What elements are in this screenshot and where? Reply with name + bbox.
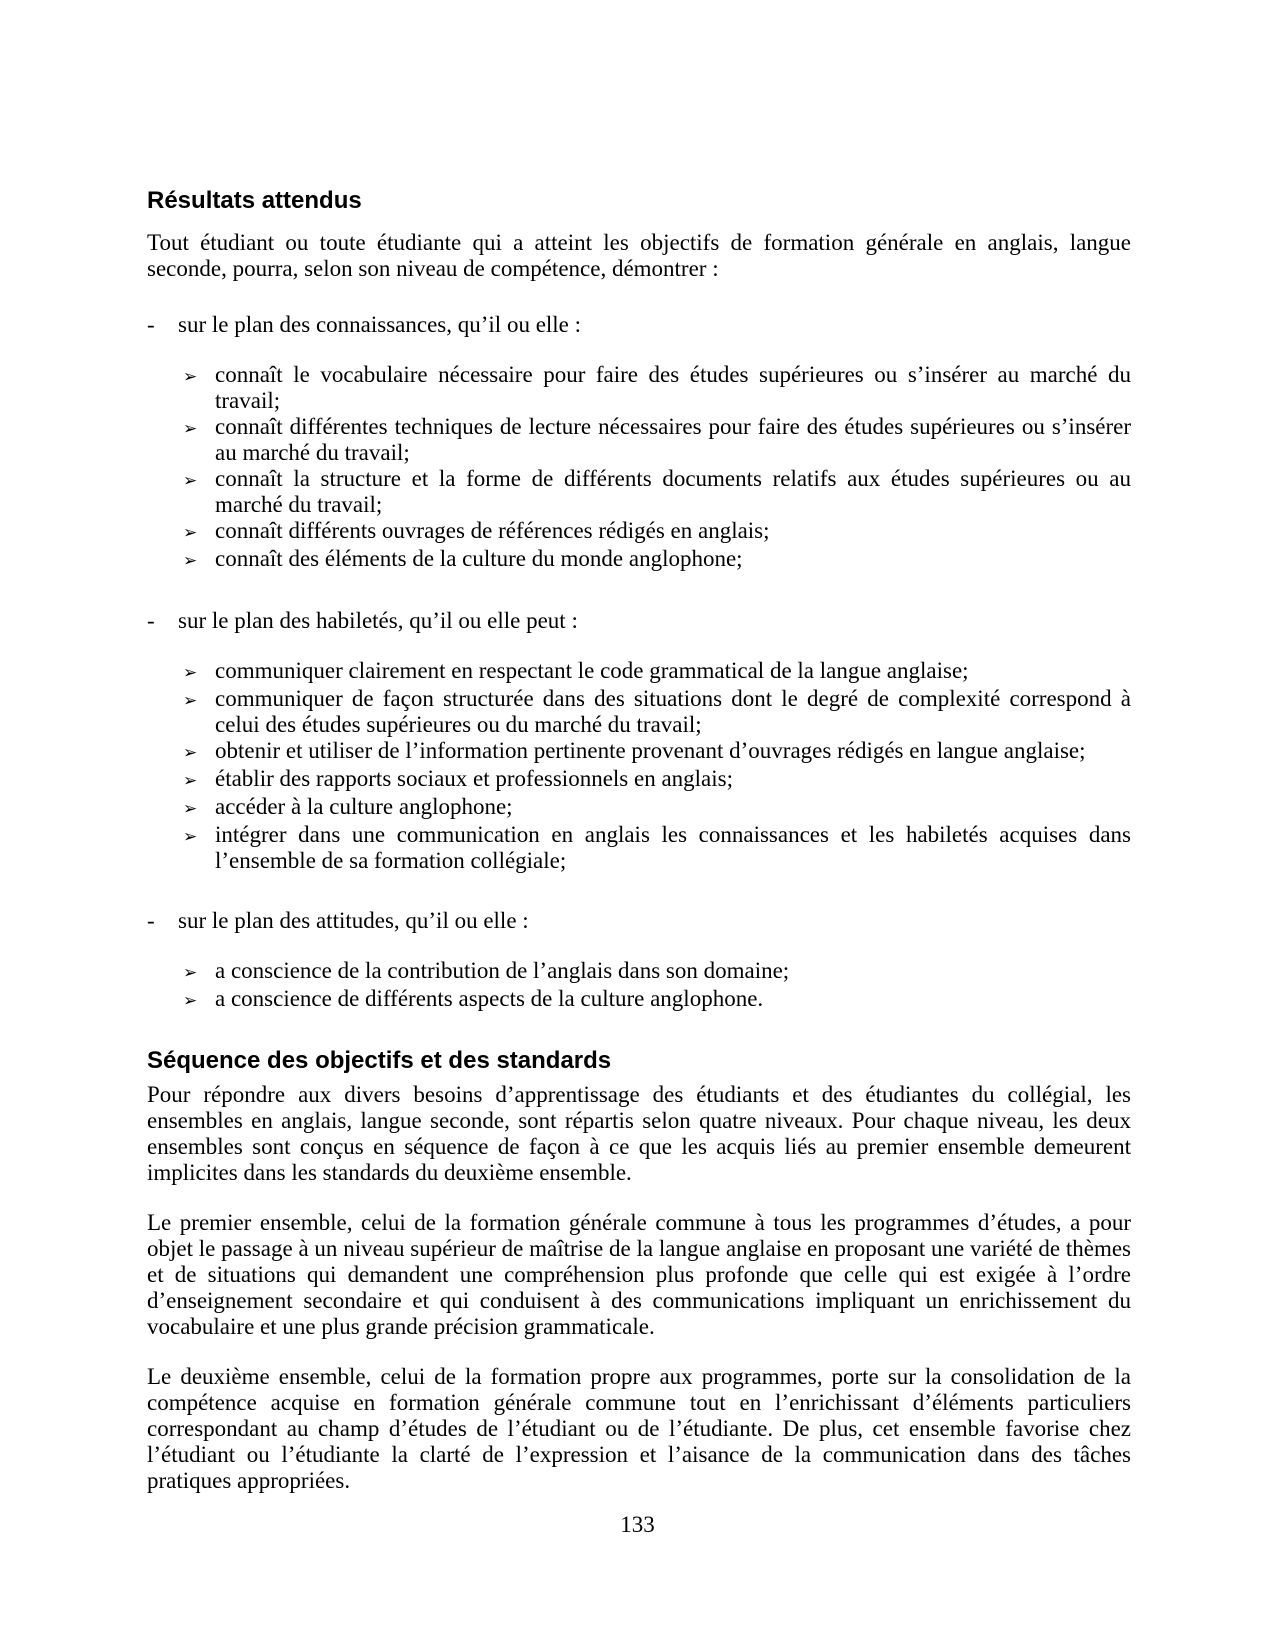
section-heading-resultats-attendus: Résultats attendus [147,187,362,214]
sequence-paragraph-1: Pour répondre aux divers besoins d’apprentissage des étudiants et des étudiantes du collégial, les ensembles en anglais, langue seconde, sont répartis selon quatre niveaux. Pour chaque niveau, les deux ensembles sont conçus en séquence de façon à ce que les acquis liés au premier ensemble demeurent implicites dans les standards du deuxième ensemble. [147,1082,1131,1185]
list-item [147,686,1131,738]
list-item-text: intégrer dans une communication en anglais les connaissances et les habiletés acquises dans l’ensemble de sa formation collégiale; [215,822,1131,873]
dash-bullet-icon: - [147,312,155,337]
arrow-bullet-icon: ➢ [183,991,198,1011]
list-item [147,658,1131,686]
intro-paragraph: Tout étudiant ou toute étudiante qui a atteint les objectifs de formation générale en anglais, langue seconde, pourra, selon son niveau de compétence, démontrer : [147,230,1131,281]
page-number: 133 [620,1512,655,1537]
list-item-text: connaît le vocabulaire nécessaire pour faire des études supérieures ou s’insérer au marché du travail; [215,362,1131,413]
list-item-text: a conscience de la contribution de l’anglais dans son domaine; [215,958,790,983]
arrow-bullet-icon: ➢ [183,743,198,763]
list-item [147,794,1131,822]
dash-bullet-icon: - [147,908,155,933]
list-item [147,822,1131,874]
list-item-text: connaît la structure et la forme de différents documents relatifs aux études supérieures ou au marché du travail; [215,466,1131,517]
arrow-bullet-icon: ➢ [183,663,198,683]
arrow-bullet-icon: ➢ [183,691,198,711]
list-item-text: accéder à la culture anglophone; [215,794,513,819]
arrow-bullet-icon: ➢ [183,551,198,571]
arrow-bullet-icon: ➢ [183,771,198,791]
list-item [147,766,1131,794]
arrow-bullet-icon: ➢ [183,799,198,819]
list-item [147,466,1131,518]
plan-connaissances-row [147,312,1131,338]
arrow-bullet-icon: ➢ [183,419,198,439]
plan-attitudes-label: sur le plan des attitudes, qu’il ou elle : [178,908,529,933]
arrow-bullet-icon: ➢ [183,471,198,491]
list-item-text: connaît différents ouvrages de références rédigés en anglais; [215,518,770,543]
sequence-paragraph-2: Le premier ensemble, celui de la formation générale commune à tous les programmes d’études, a pour objet le passage à un niveau supérieur de maîtrise de la langue anglaise en proposant une variété de thèmes et de situations qui demandent une compréhension plus profonde que celle qui est exigée à l’ordre d’enseignement secondaire et qui conduisent à des communications impliquant un enrichissement du vocabulaire et une plus grande précision grammaticale. [147,1210,1131,1339]
arrow-bullet-icon: ➢ [183,523,198,543]
list-item-text: connaît des éléments de la culture du monde anglophone; [215,546,743,571]
list-item [147,546,1131,574]
list-item-text: obtenir et utiliser de l’information pertinente provenant d’ouvrages rédigés en langue anglaise; [215,738,1086,763]
list-item-text: établir des rapports sociaux et professionnels en anglais; [215,766,733,791]
plan-attitudes-row [147,908,1131,934]
list-item [147,414,1131,466]
list-item-text: connaît différentes techniques de lecture nécessaires pour faire des études supérieures ou s’insérer au marché du travail; [215,414,1131,465]
arrow-bullet-icon: ➢ [183,963,198,983]
list-item-text: communiquer de façon structurée dans des situations dont le degré de complexité correspond à celui des études supérieures ou du marché du travail; [215,686,1131,737]
list-item-text: a conscience de différents aspects de la culture anglophone. [215,986,764,1011]
connaissances-list [147,362,1131,574]
section-heading-sequence: Séquence des objectifs et des standards [147,1047,612,1074]
list-item [147,518,1131,546]
sequence-paragraph-3: Le deuxième ensemble, celui de la formation propre aux programmes, porte sur la consolidation de la compétence acquise en formation générale commune tout en l’enrichissant d’éléments particuliers correspondant au champ d’études de l’étudiant ou de l’étudiante. De plus, cet ensemble favorise chez l’étudiant ou l’étudiante la clarté de l’expression et l’aisance de la communication dans des tâches pratiques appropriées. [147,1364,1131,1493]
plan-connaissances-label: sur le plan des connaissances, qu’il ou elle : [178,312,582,337]
list-item-text: communiquer clairement en respectant le code grammatical de la langue anglaise; [215,658,969,683]
dash-bullet-icon: - [147,608,155,633]
arrow-bullet-icon: ➢ [183,367,198,387]
habiletes-list [147,658,1131,874]
plan-habiletes-label: sur le plan des habiletés, qu’il ou elle peut : [178,608,578,633]
list-item [147,738,1131,766]
plan-habiletes-row [147,608,1131,634]
list-item [147,986,1131,1014]
attitudes-list [147,958,1131,1014]
arrow-bullet-icon: ➢ [183,827,198,847]
list-item [147,958,1131,986]
list-item [147,362,1131,414]
